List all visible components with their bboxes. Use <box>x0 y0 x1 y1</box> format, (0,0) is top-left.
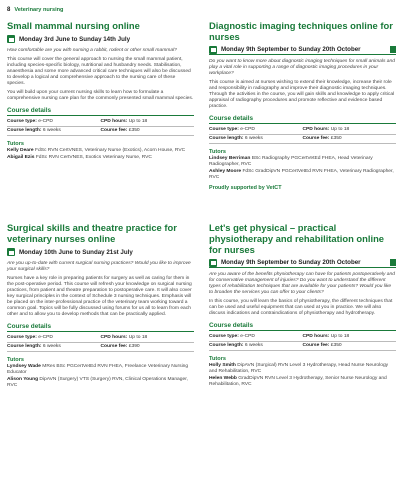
tutor-entry: Ashley Moore FdSc GradDipVN PGCertVetEd RVN FHEA, Veterinary Radiographer, RVC <box>209 169 394 180</box>
course-description: Nurses have a key role in preparing patients for surgery as well as caring for them in the post-operative period. This course will refresh your knowledge on surgical nursing practices, from patient and theatre preparation to postoperative care. It will also cover key surgical principles in the context of Schedule 3 nursing techniques. Emphasis will be placed on the inter-professional practice of the veterinary team working toward a common goal. Topics will be fully discussed using forums for us all to learn from each other and to allow you to develop methods that can be practically applied. <box>7 276 192 317</box>
course-details <box>209 333 396 351</box>
marker-icon <box>390 46 396 53</box>
course-dates <box>7 34 194 44</box>
calendar-icon <box>209 259 217 267</box>
course-dates <box>7 247 194 257</box>
detail-type: Course type: e-CPD <box>209 333 303 342</box>
course-title: Surgical skills and theatre practice for veterinary nurses online <box>7 222 177 244</box>
course-title: Small mammal nursing online <box>7 20 140 31</box>
tutor-entry: Kelly Deare FdSc RVN CertVNES, Veterinary Nurse (Exotics), Acorn House, RVC <box>7 148 186 153</box>
course-card <box>209 20 396 191</box>
course-title: Diagnostic imaging techniques online for nurses <box>209 20 393 42</box>
course-description: You will build upon your current nursing skills to learn how to formulate a comprehensive nursing care plan for the commonly presented small mammal species. <box>7 90 194 101</box>
course-dates <box>209 45 396 55</box>
detail-fee: Course fee: £390 <box>101 343 195 352</box>
page-number: 8 <box>7 7 11 13</box>
course-details <box>209 126 396 144</box>
course-intro: Are you up-to-date with current surgical nursing practices? Would you like to improve your surgical skills? <box>7 261 191 272</box>
detail-type: Course type: e-CPD <box>7 334 101 343</box>
tutor-entry: Abigail Ezis FdSc RVN CertVNES, Exotics Veterinary Nurse, RVC <box>7 155 152 160</box>
details-heading: Course details <box>209 322 396 331</box>
course-details <box>7 118 194 136</box>
tutors-heading: Tutors <box>7 141 24 147</box>
course-intro: Are you aware of the benefits physiotherapy can have for patients postoperatively and for conservative management of injuries? Do you want to understand the different types of rehabilitation techniques that are available for your patients? Would you like to broaden the services you can offer to your clients? <box>209 272 395 295</box>
calendar-icon <box>209 46 217 54</box>
course-dates <box>209 258 396 268</box>
tutors-heading: Tutors <box>7 357 24 363</box>
tutor-entry: Lindsey Berriman BSc Radiography PGCertVetEd FHEA, Head Veterinary Radiographer, RVC <box>209 156 373 167</box>
detail-fee: Course fee: £350 <box>101 127 195 136</box>
tutor-entry: Lyndsey Wade MRes BSc PGCertVetEd RVN FHEA, Freelance Veterinary Nursing Educator <box>7 364 189 375</box>
marker-icon <box>390 259 396 266</box>
course-details <box>7 334 194 352</box>
course-card <box>7 222 194 389</box>
date-text: Monday 3rd June to Sunday 14th July <box>19 35 131 43</box>
sponsor-note: Proudly supported by VetCT <box>209 185 282 191</box>
detail-type: Course type: e-CPD <box>209 126 303 135</box>
page-header <box>7 5 63 15</box>
details-heading: Course details <box>209 115 396 124</box>
course-title: Let's get physical – practical physiotherapy and rehabilitation online for nurses <box>209 222 385 255</box>
date-text: Monday 9th September to Sunday 20th October <box>221 259 361 266</box>
detail-cpd: CPD hours: Up to 18 <box>303 126 397 135</box>
course-description: This course is aimed at nurses wishing to extend their knowledge, increase their role and responsibility in radiography and improve their diagnostic imaging techniques. Through the activities in the course, you will gain skills and knowledge to apply critical appraisal of radiography procedures and promote reflective and evidence based practice. <box>209 80 395 109</box>
tutor-entry: Alison Young DipAVN (Surgery) VTS (Surgery) RVN, Clinical Operations Manager, RVC <box>7 377 188 388</box>
course-description: This course will cover the general approach to nursing the small mammal patient, including species-specific biology, nutritional and husbandry needs. Stabilisation, anaesthesia and some more advanced critical care techniques will also be discussed to develop a logical and comprehensive approach to the nursing care of these species. <box>7 57 191 86</box>
detail-cpd: CPD hours: Up to 18 <box>101 334 195 343</box>
tutor-entry: Holly Smith DipAVN (Surgical) RVN Level 3 Hydrotherapy, Head Nurse Neurology and Rehabilitation, RVC <box>209 363 389 374</box>
details-heading: Course details <box>7 107 194 116</box>
calendar-icon <box>7 248 15 256</box>
tutors-heading: Tutors <box>209 149 226 155</box>
course-card <box>7 20 194 161</box>
date-text: Monday 9th September to Sunday 20th October <box>221 46 361 53</box>
course-intro: How comfortable are you with nursing a rabbit, rodent or other small mammal? <box>7 48 177 53</box>
calendar-icon <box>7 35 15 43</box>
detail-type: Course type: e-CPD <box>7 118 101 127</box>
detail-length: Course length: 6 weeks <box>7 343 101 352</box>
detail-fee: Course fee: £350 <box>303 135 397 144</box>
tutor-entry: Helen Webb GradDipVN RVN Level 3 Hydrotherapy, Senior Nurse Neurology and Rehabilitation, RVC <box>209 376 387 387</box>
detail-length: Course length: 6 weeks <box>209 342 303 351</box>
detail-fee: Course fee: £350 <box>303 342 397 351</box>
detail-length: Course length: 6 weeks <box>209 135 303 144</box>
section-title: Veterinary nursing <box>14 7 64 13</box>
date-text: Monday 10th June to Sunday 21st July <box>19 248 133 256</box>
details-heading: Course details <box>7 323 194 332</box>
course-description: In this course, you will learn the basics of physiotherapy, the different techniques that can be used and useful equipment that can used at you in practice. We will also discuss indications and contraindications of physiotherapy and hydrotherapy. <box>209 299 393 316</box>
detail-cpd: CPD hours: Up to 18 <box>101 118 195 127</box>
tutors-heading: Tutors <box>209 356 226 362</box>
detail-length: Course length: 6 weeks <box>7 127 101 136</box>
course-intro: Do you want to know more about diagnostic imaging techniques for small animals and play a vital role in supporting a range of diagnostic imaging procedures in your workplace? <box>209 59 395 76</box>
course-card <box>209 222 396 388</box>
detail-cpd: CPD hours: Up to 18 <box>303 333 397 342</box>
